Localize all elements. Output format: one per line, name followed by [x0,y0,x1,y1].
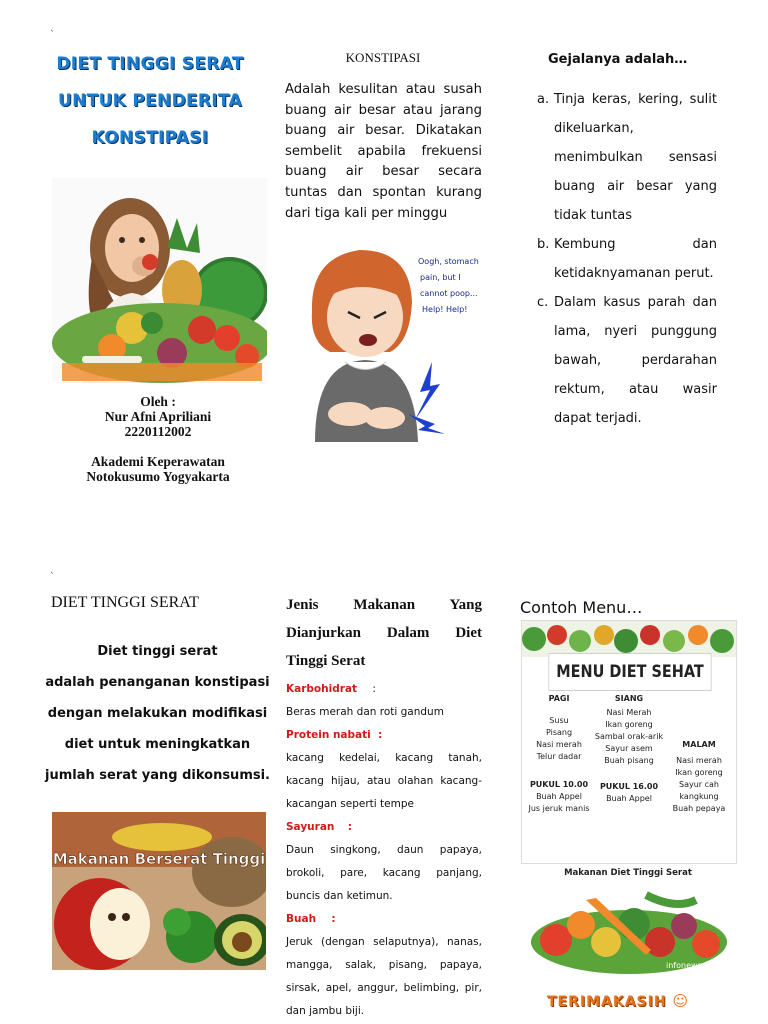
food-group [286,908,482,1023]
menu-item: Nasi merah [676,756,722,765]
diet-body [45,636,270,791]
list-text: Kembung dan ketidaknyamanan perut. [554,237,717,281]
list-marker: a. [537,92,550,107]
food-group-sep: : [347,821,352,833]
diet-body-line: Diet tinggi serat [97,644,218,659]
cover-title-line: UNTUK PENDERITA [58,91,242,111]
image-watermark: infonews.web.id [666,961,731,970]
high-fiber-food-image [52,812,266,970]
menu-item: Pisang [545,728,573,737]
menu-column-siang [594,693,664,805]
menu-column-pagi [528,693,590,815]
food-group-label: Sayuran [286,821,335,833]
menu-snack-title: PUKUL 16.00 [599,782,659,791]
menu-column-title: SIANG [614,694,644,703]
woman-vegetables-image [52,178,267,383]
by-label: Oleh : [140,394,176,409]
diet-body-line: diet untuk meningkatkan [64,737,251,752]
menu-column-malam [664,739,734,815]
menu-snack-title: PUKUL 10.00 [529,780,589,789]
student-id: 2220112002 [124,424,192,439]
bubble-line: cannot poop... [420,289,478,298]
list-marker: b. [537,237,550,252]
gejala-heading: Gejalanya adalah… [548,52,688,67]
diet-heading: DIET TINGGI SERAT [51,594,199,611]
institution-line: Akademi Keperawatan [91,454,225,469]
menu-item: Nasi merah [536,740,582,749]
cover-title [45,46,255,157]
menu-board-image [521,620,737,864]
konstipasi-body: Adalah kesulitan atau susah buang air besar atau jarang buang air besar. Dikatakan sembelit apabila frekuensi buang air besar secara tuntas dan spontan kurang dari tiga kali per minggu [285,82,482,221]
list-item [537,288,717,433]
stomach-ache-cartoon [290,242,485,442]
diet-food-caption: Makanan Diet Tinggi Serat [564,868,692,878]
cover-title-line: DIET TINGGI SERAT [56,54,244,74]
menu-item: Sayur cah kangkung [679,780,719,801]
food-group-label: Protein nabati [286,729,371,741]
menu-column-title: MALAM [682,740,716,749]
tick-mark: ` [50,572,55,582]
food-group-sep: : [378,729,383,741]
food-group-text: Jeruk (dengan selaputnya), nanas, mangga, salak, pisang, papaya, sirsak, apel, anggur, belimbing, pir, dan jambu biji. [286,936,482,1017]
list-text: Dalam kasus parah dan lama, nyeri punggung bawah, perdarahan rektum, atau wasir dapat terjadi. [554,295,717,426]
menu-item: Buah pisang [604,756,654,765]
tick-mark: ` [50,30,55,40]
bubble-line: Oogh, stomach [418,257,479,266]
author-name: Nur Afni Apriliani [104,409,212,424]
konstipasi-heading: KONSTIPASI [345,50,421,65]
menu-board-title: MENU DIET SEHAT [548,653,711,691]
vegetable-border-graphic [522,621,736,657]
food-group-sep: : [331,913,336,925]
list-marker: c. [537,295,549,310]
jenis-heading: Jenis Makanan Yang Dianjurkan Dalam Diet Tinggi Serat [286,597,482,669]
menu-item: Ikan goreng [605,720,653,729]
list-item [537,85,717,230]
menu-item: Jus jeruk manis [528,804,590,813]
food-group [286,816,482,908]
menu-item: Sayur asem [605,744,653,753]
menu-item: Ikan goreng [675,768,723,777]
thanks-label: TERIMAKASIH [547,994,667,1010]
diet-body-line: jumlah serat yang dikonsumsi. [45,768,270,783]
menu-item: Telur dadar [536,752,582,761]
bubble-line: Help! Help! [422,305,468,314]
diet-body-line: adalah penanganan konstipasi [45,675,270,690]
menu-item: Sambal orak-arik [594,732,664,741]
thanks-text [547,992,689,1010]
menu-item: Nasi Merah [606,708,652,717]
diet-body-line: dengan melakukan modifikasi [47,706,268,721]
food-group [286,724,482,816]
menu-item: Buah Appel [536,792,582,801]
list-item [537,230,717,288]
diet-food-image [526,880,732,978]
menu-item: Susu [549,716,569,725]
list-text: Tinja keras, kering, sulit dikeluarkan, menimbulkan sensasi buang air besar yang tidak tuntas [554,92,717,223]
image-caption: Makanan Berserat Tinggi [52,850,266,868]
cover-credits [52,394,264,484]
gejala-list [537,85,717,433]
food-group-label: Buah [286,913,317,925]
food-group-text: Daun singkong, daun papaya, brokoli, pare, kacang panjang, buncis dan ketimun. [286,844,482,902]
menu-heading: Contoh Menu… [520,598,643,617]
smiley-icon: ☺ [672,992,690,1010]
food-group [286,678,482,724]
menu-item: Buah pepaya [672,804,726,813]
food-group-sep: : [372,683,376,695]
bubble-line: pain, but I [420,273,461,282]
food-group-text: kacang kedelai, kacang tanah, kacang hijau, atau olahan kacang-kacangan seperti tempe [286,752,482,810]
menu-item: Buah Appel [606,794,652,803]
food-group-text: Beras merah dan roti gandum [286,706,444,718]
menu-column-title: PAGI [548,694,570,703]
jenis-groups [286,678,482,1023]
institution-line: Notokusumo Yogyakarta [86,469,230,484]
food-group-label: Karbohidrat [286,683,358,695]
cover-title-line: KONSTIPASI [91,128,209,148]
